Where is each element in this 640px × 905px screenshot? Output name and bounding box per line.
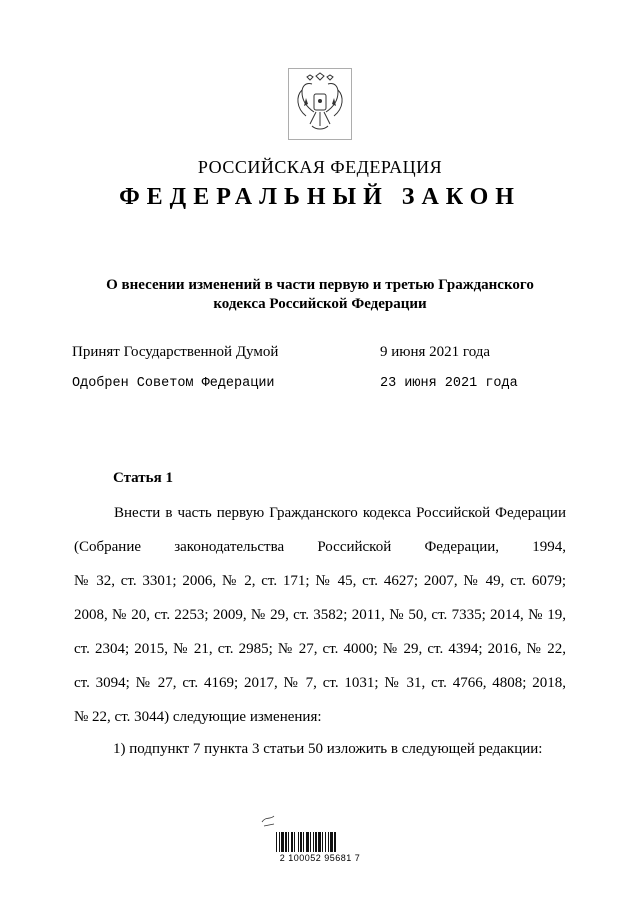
duma-adoption-label: Принят Государственной Думой: [72, 344, 279, 360]
article-body: [74, 496, 566, 734]
subject-line-1: О внесении изменений в части первую и третью Гражданского: [106, 277, 534, 293]
article-line: Внести в часть первую Гражданского кодекса Российской Федерации: [114, 505, 566, 521]
barcode-number: 2 100052 95681 7: [279, 853, 361, 863]
document-type-title: ФЕДЕРАЛЬНЫЙ ЗАКОН: [119, 184, 521, 210]
council-approval-date: 23 июня 2021 года: [380, 376, 518, 391]
article-item-1: 1) подпункт 7 пункта 3 статьи 50 изложить в следующей редакции:: [113, 741, 543, 757]
article-line: 2008, № 20, ст. 2253; 2009, № 29, ст. 3582; 2011, № 50, ст. 7335; 2014, № 19,: [74, 607, 566, 623]
article-line: ст. 2304; 2015, № 21, ст. 2985; № 27, ст. 4000; № 29, ст. 4394; 2016, № 22,: [74, 641, 566, 657]
law-subject-title: [80, 276, 560, 314]
council-approval-label: Одобрен Советом Федерации: [72, 376, 275, 391]
article-line: (Собрание законодательства Российской Федерации, 1994,: [74, 539, 566, 555]
article-line: ст. 3094; № 27, ст. 4169; 2017, № 7, ст. 1031; № 31, ст. 4766, 4808; 2018,: [74, 675, 566, 691]
coat-of-arms-icon: [288, 68, 352, 140]
subject-line-2: кодекса Российской Федерации: [213, 296, 427, 312]
country-name: РОССИЙСКАЯ ФЕДЕРАЦИЯ: [197, 157, 443, 177]
barcode-icon: [256, 812, 384, 882]
article-heading: Статья 1: [113, 470, 173, 486]
duma-adoption-date: 9 июня 2021 года: [380, 344, 491, 360]
article-line: № 32, ст. 3301; 2006, № 2, ст. 171; № 45, ст. 4627; 2007, № 49, ст. 6079;: [74, 573, 566, 589]
article-line: № 22, ст. 3044) следующие изменения:: [74, 709, 322, 725]
